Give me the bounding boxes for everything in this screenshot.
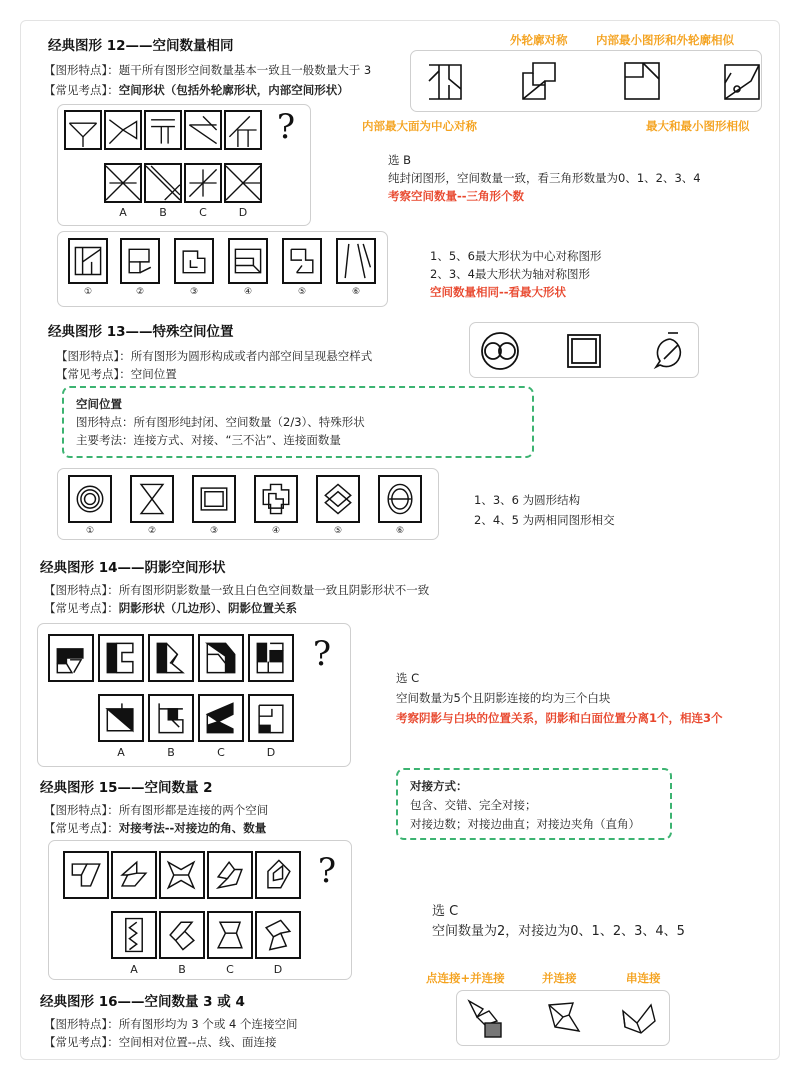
label-outer-symmetry: 外轮廓对称 [510, 33, 568, 47]
section14-feature: 【图形特点】：所有图形阴影数量一致且白色空间数量一致且阴影形状不一致 [44, 583, 430, 597]
option-label-b: B [167, 746, 175, 759]
info-box-line1: 包含、交错、完全对接； [410, 798, 537, 812]
section12-testpoint [44, 82, 349, 98]
figure-number: ① [83, 287, 93, 297]
question-cell [104, 110, 142, 150]
example-figure [463, 995, 511, 1041]
section12-answer: 选 B [388, 153, 412, 167]
section15-answer: 选 C [432, 904, 459, 919]
option-cell[interactable] [144, 163, 182, 203]
example13-card [469, 322, 699, 378]
testpoint-value: 空间形状（包括外轮廓形状，内部空间形状） [118, 83, 349, 97]
question-cell [198, 634, 244, 682]
example16-card [456, 990, 670, 1046]
example-figure [721, 59, 763, 103]
puzzle13-card [57, 468, 439, 540]
question-cell [144, 110, 182, 150]
figure-number: ⑥ [351, 287, 361, 297]
section12-feature: 【图形特点】：题干所有图形空间数量基本一致且一般数量大于 3 [44, 63, 372, 77]
figure-cell [254, 475, 298, 523]
figure-cell [192, 475, 236, 523]
example-figure [617, 997, 663, 1039]
section13-note1: 1、3、6 为圆形结构 [474, 493, 581, 507]
label-parallel: 并连接 [542, 971, 577, 985]
section14-answer-key: 考察阴影与白块的位置关系，阴影和白面位置分离1个，相连3个 [396, 711, 723, 725]
puzzle14-card [37, 623, 351, 767]
question-cell [224, 110, 262, 150]
section13-title: 经典图形 13——特殊空间位置 [48, 324, 234, 340]
example-figure [425, 59, 465, 103]
info-box-title: 对接方式： [410, 779, 468, 793]
section14-testpoint [44, 600, 297, 616]
option-cell[interactable] [159, 911, 205, 959]
option-label-d: D [266, 746, 276, 759]
testpoint-prefix: 【常见考点】： [44, 601, 119, 615]
option-label-c: C [217, 746, 225, 759]
figure-number: ⑤ [297, 287, 307, 297]
section12-answer-desc: 纯封闭图形，空间数量一致，看三角形数量为0、1、2、3、4 [388, 171, 701, 185]
question-cell [148, 634, 194, 682]
info-box-line2: 主要考法：连接方式、对接、“三不沾”、连接面数量 [76, 433, 341, 447]
option-label-d: D [238, 206, 248, 219]
label-series: 串连接 [626, 971, 661, 985]
info-box-space-position [62, 386, 534, 458]
question-cell [64, 110, 102, 150]
question-cell [98, 634, 144, 682]
figure-number: ② [135, 287, 145, 297]
question-cell [207, 851, 253, 899]
figure-number: ⑥ [395, 526, 405, 536]
question-cell [48, 634, 94, 682]
option-cell[interactable] [184, 163, 222, 203]
figure-number: ⑤ [333, 526, 343, 536]
figure-cell [68, 475, 112, 523]
figure-cell [130, 475, 174, 523]
testpoint-prefix: 【常见考点】： [44, 821, 119, 835]
figure-number: ④ [243, 287, 253, 297]
section14-title: 经典图形 14——阴影空间形状 [40, 560, 226, 576]
option-cell[interactable] [104, 163, 142, 203]
option-cell[interactable] [224, 163, 262, 203]
section15-testpoint [44, 820, 266, 836]
puzzle12b-card [57, 231, 388, 307]
option-label-c: C [226, 963, 234, 976]
question-cell [111, 851, 157, 899]
option-cell[interactable] [111, 911, 157, 959]
question-cell [255, 851, 301, 899]
label-inner-smallest-similar: 内部最小图形和外轮廓相似 [596, 33, 734, 47]
example-figure [621, 59, 663, 103]
option-label-c: C [199, 206, 207, 219]
option-cell[interactable] [248, 694, 294, 742]
section12-note-key: 空间数量相同--看最大形状 [430, 285, 567, 299]
question-cell [184, 110, 222, 150]
option-cell[interactable] [198, 694, 244, 742]
label-largest-smallest-similar: 最大和最小图形相似 [646, 119, 750, 133]
question-mark: ? [312, 634, 332, 674]
section15-feature: 【图形特点】：所有图形都是连接的两个空间 [44, 803, 269, 817]
section15-answer-desc: 空间数量为2，对接边为0、1、2、3、4、5 [432, 924, 685, 939]
section15-title: 经典图形 15——空间数量 2 [40, 780, 213, 796]
example-figures-card [410, 50, 762, 112]
example-figure [562, 329, 606, 373]
section12-note2: 2、3、4最大形状为轴对称图形 [430, 267, 590, 281]
option-cell[interactable] [207, 911, 253, 959]
option-label-b: B [159, 206, 167, 219]
puzzle12-card [57, 104, 311, 226]
option-cell[interactable] [148, 694, 194, 742]
figure-cell [120, 238, 160, 284]
figure-cell [378, 475, 422, 523]
figure-cell [316, 475, 360, 523]
label-point-parallel: 点连接+并连接 [426, 971, 505, 985]
figure-cell [336, 238, 376, 284]
testpoint-value: 对接考法--对接边的角、数量 [118, 821, 267, 835]
question-cell [63, 851, 109, 899]
option-label-a: A [119, 206, 127, 219]
figure-cell [282, 238, 322, 284]
section16-testpoint: 【常见考点】：空间相对位置--点、线、面连接 [44, 1035, 277, 1049]
option-label-a: A [117, 746, 125, 759]
figure-cell [68, 238, 108, 284]
option-label-d: D [273, 963, 283, 976]
info-box-line2: 对接边数；对接边曲直；对接边夹角（直角） [410, 817, 640, 831]
section14-answer: 选 C [396, 671, 420, 685]
example-figure [519, 59, 559, 103]
section13-feature: 【图形特点】：所有图形为圆形构成或者内部空间呈现悬空样式 [56, 349, 373, 363]
option-label-a: A [130, 963, 138, 976]
label-inner-largest-central: 内部最大面为中心对称 [362, 119, 477, 133]
info-box-docking [396, 768, 672, 840]
puzzle15-card [48, 840, 352, 980]
question-mark: ? [276, 107, 296, 147]
info-box-line1: 图形特点：所有图形纯封闭、空间数量（2/3）、特殊形状 [76, 415, 365, 429]
section13-note2: 2、4、5 为两相同图形相交 [474, 513, 615, 527]
section13-testpoint: 【常见考点】：空间位置 [56, 367, 177, 381]
figure-number: ④ [271, 526, 281, 536]
option-cell[interactable] [98, 694, 144, 742]
section14-answer-desc: 空间数量为5个且阴影连接的均为三个白块 [396, 691, 611, 705]
testpoint-prefix: 【常见考点】： [44, 83, 119, 97]
section16-title: 经典图形 16——空间数量 3 或 4 [40, 994, 245, 1010]
option-cell[interactable] [255, 911, 301, 959]
section12-answer-key: 考察空间数量--三角形个数 [388, 189, 525, 203]
figure-number: ① [85, 526, 95, 536]
figure-cell [228, 238, 268, 284]
question-cell [248, 634, 294, 682]
question-mark: ? [317, 851, 337, 891]
info-box-title: 空间位置 [76, 397, 122, 411]
figure-cell [174, 238, 214, 284]
section12-note1: 1、5、6最大形状为中心对称图形 [430, 249, 602, 263]
example-figure [543, 997, 589, 1039]
figure-number: ② [147, 526, 157, 536]
example-figure [648, 327, 692, 373]
question-cell [159, 851, 205, 899]
option-label-b: B [178, 963, 186, 976]
section12-title: 经典图形 12——空间数量相同 [48, 38, 234, 54]
section16-feature: 【图形特点】：所有图形均为 3 个或 4 个连接空间 [44, 1017, 298, 1031]
figure-number: ③ [209, 526, 219, 536]
figure-number: ③ [189, 287, 199, 297]
testpoint-value: 阴影形状（几边形）、阴影位置关系 [118, 601, 297, 615]
example-figure [478, 329, 522, 373]
